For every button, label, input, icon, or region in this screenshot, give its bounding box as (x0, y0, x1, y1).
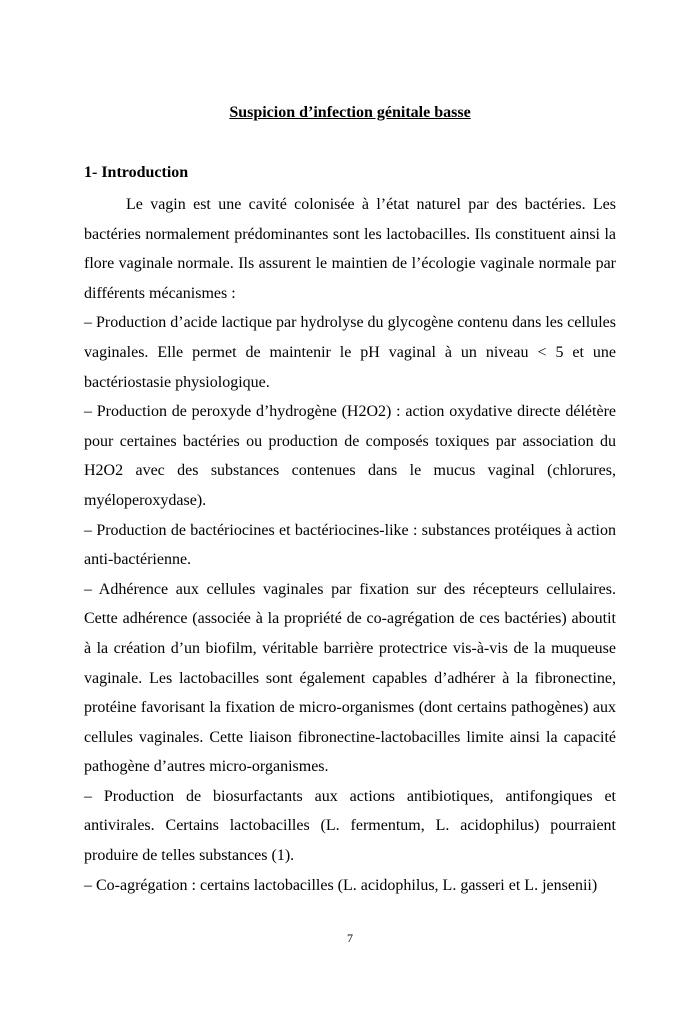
page-number: 7 (347, 931, 353, 945)
paragraph-co-agregation: – Co-agrégation : certains lactobacilles (L. acidophilus, L. gasseri et L. jensenii) (84, 876, 598, 894)
body-text (84, 190, 616, 900)
section-heading: 1- Introduction (84, 164, 189, 181)
paragraph-intro: Le vagin est une cavité colonisée à l’état naturel par des bactéries. Les bactéries normalement prédominantes sont les lactobacilles. Ils constituent ainsi la flore vaginale normale. Ils assurent le maintien de l’écologie vaginale normale par différents mécanismes : (84, 196, 616, 302)
paragraph-bacteriocines: – Production de bactériocines et bactériocines-like : substances protéiques à action anti-bactérienne. (84, 521, 616, 569)
page-title: Suspicion d’infection génitale basse (229, 104, 471, 121)
paragraph-acid-lactique: – Production d’acide lactique par hydrolyse du glycogène contenu dans les cellules vaginales. Elle permet de maintenir le pH vaginal à un niveau < 5 et une bactériostasie physiologique. (84, 314, 616, 391)
paragraph-adherence: – Adhérence aux cellules vaginales par fixation sur des récepteurs cellulaires. Cette adhérence (associée à la propriété de co-agrégation de ces bactéries) aboutit à la création d’un biofilm, véritable barrière protectrice vis-à-vis de la muqueuse vaginale. Les lactobacilles sont également capables d’adhérer à la fibronectine, protéine favorisant la fixation de micro-organismes (dont certains pathogènes) aux cellules vaginales. Cette liaison fibronectine-lactobacilles limite ainsi la capacité pathogène d’autres micro-organismes. (84, 580, 616, 776)
paragraph-peroxyde: – Production de peroxyde d’hydrogène (H2O2) : action oxydative directe délétère pour certaines bactéries ou production de composés toxiques par association du H2O2 avec des substances contenues dans le mucus vaginal (chlorures, myéloperoxydase). (84, 403, 616, 509)
paragraph-biosurfactants: – Production de biosurfactants aux actions antibiotiques, antifongiques et antivirales. Certains lactobacilles (L. fermentum, L. acidophilus) pourraient produire de telles substances (1). (84, 787, 616, 865)
